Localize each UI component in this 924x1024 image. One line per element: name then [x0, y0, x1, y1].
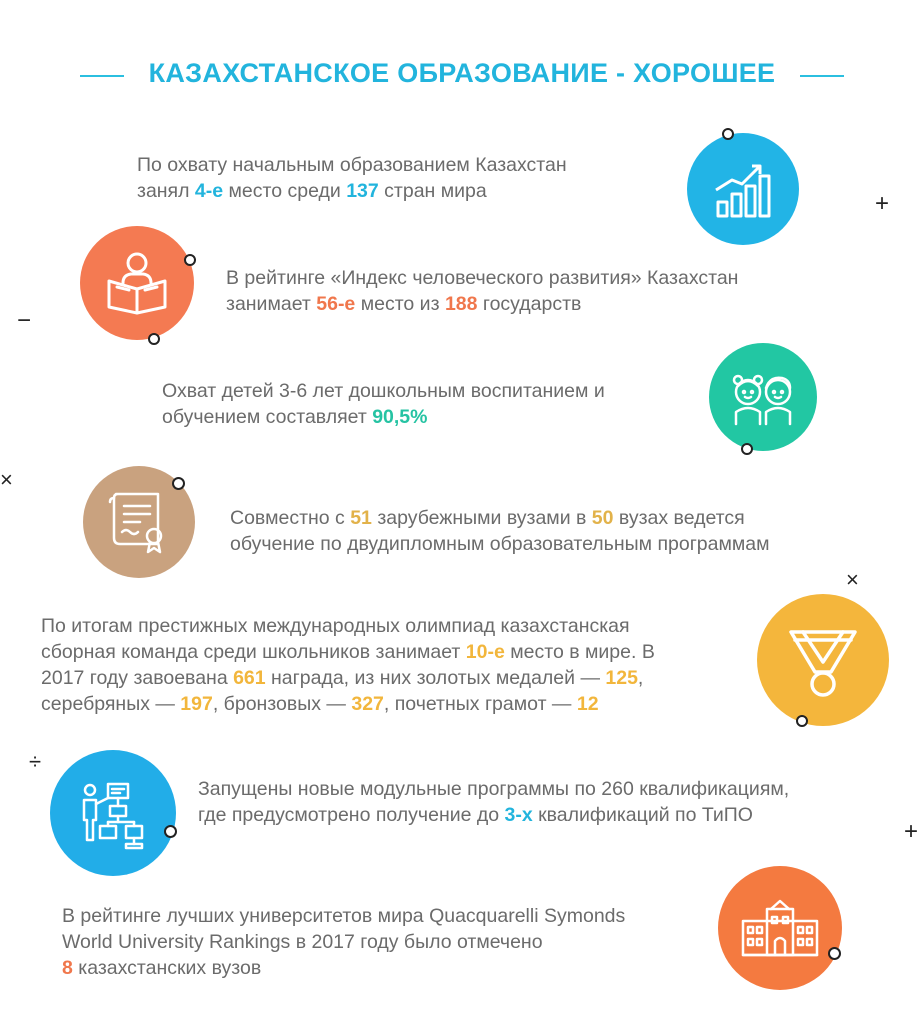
- fact-5-highlight-diplomas: 12: [576, 693, 599, 715]
- fact-5-line-3c: ,: [637, 667, 644, 689]
- fact-1-line-2a: занял: [137, 180, 195, 202]
- page-title: КАЗАХСТАНСКОЕ ОБРАЗОВАНИЕ - ХОРОШЕЕ: [148, 58, 776, 88]
- growth-chart-icon: [708, 154, 778, 224]
- fact-3-highlight-percent: 90,5%: [372, 406, 428, 428]
- fact-3-icon-circle: [709, 343, 817, 451]
- fact-5-line-4b: , бронзовых —: [212, 693, 352, 715]
- decor-dot: [722, 128, 734, 140]
- fact-7-highlight-count: 8: [62, 957, 73, 979]
- fact-6-line-2b: квалификаций по ТиПО: [532, 804, 753, 826]
- fact-4-highlight-local: 50: [591, 507, 614, 529]
- fact-1-icon-circle: [687, 133, 799, 245]
- decor-dot: [828, 947, 841, 960]
- fact-7-line-2: World University Rankings в 2017 году было отмечено: [62, 931, 543, 953]
- fact-5-line-2b: место в мире. В: [504, 641, 655, 663]
- fact-6-icon-circle: [50, 750, 176, 876]
- fact-6-line-1: Запущены новые модульные программы по 260 квалификациям,: [198, 778, 790, 800]
- fact-7-icon-circle: [718, 866, 842, 990]
- fact-4-line-1b: зарубежными вузами в: [371, 507, 592, 529]
- fact-1-highlight-count: 137: [346, 180, 379, 202]
- reader-icon: [101, 247, 173, 319]
- fact-1-text: [137, 152, 567, 204]
- fact-5-line-4c: , почетных грамот —: [383, 693, 577, 715]
- fact-6-highlight-qualifications: 3-х: [504, 804, 533, 826]
- decor-times: ×: [0, 467, 13, 492]
- fact-2-line-2a: занимает: [226, 293, 317, 315]
- fact-2-line-1: В рейтинге «Индекс человеческого развития» Казахстан: [226, 267, 739, 289]
- fact-5-highlight-gold: 125: [605, 667, 638, 689]
- header: [0, 58, 924, 98]
- decor-dot: [184, 254, 196, 266]
- fact-5-line-2a: сборная команда среди школьников занимает: [41, 641, 466, 663]
- fact-4-text: [230, 505, 770, 557]
- decor-dot: [741, 443, 753, 455]
- fact-5-line-3a: 2017 году завоевана: [41, 667, 234, 689]
- decor-minus: −: [17, 307, 32, 334]
- fact-1-highlight-rank: 4-е: [194, 180, 224, 202]
- fact-1-line-2b: место среди: [223, 180, 347, 202]
- fact-5-line-3b: награда, из них золотых медалей —: [265, 667, 606, 689]
- fact-5-icon-circle: [757, 594, 889, 726]
- diploma-icon: [106, 486, 172, 558]
- fact-5-highlight-rank: 10-е: [465, 641, 505, 663]
- title-right-line: [800, 75, 844, 77]
- fact-6-line-2a: где предусмотрено получение до: [198, 804, 505, 826]
- fact-3-line-1: Охват детей 3-6 лет дошкольным воспитанием и: [162, 380, 605, 402]
- decor-divide: ÷: [29, 749, 42, 774]
- decor-dot: [164, 825, 177, 838]
- fact-5-line-1: По итогам престижных международных олимпиад казахстанская: [41, 615, 630, 637]
- decor-dot: [796, 715, 808, 727]
- decor-dot: [148, 333, 160, 345]
- fact-3-text: [162, 378, 605, 430]
- fact-2-icon-circle: [80, 226, 194, 340]
- university-icon: [739, 897, 821, 959]
- fact-4-line-1c: вузах ведется: [613, 507, 745, 529]
- fact-5-line-4a: серебряных —: [41, 693, 181, 715]
- fact-2-highlight-count: 188: [444, 293, 478, 315]
- fact-2-line-2c: государств: [477, 293, 582, 315]
- decor-plus: +: [875, 190, 890, 217]
- fact-5-highlight-silver: 197: [180, 693, 213, 715]
- fact-2-highlight-rank: 56-е: [316, 293, 356, 315]
- fact-7-text: [62, 903, 625, 981]
- decor-dot: [172, 477, 185, 490]
- medal-icon: [781, 618, 865, 702]
- fact-6-text: [198, 776, 789, 828]
- fact-5-text: [41, 613, 655, 717]
- children-icon: [726, 362, 800, 432]
- fact-5-highlight-bronze: 327: [351, 693, 384, 715]
- fact-7-line-1: В рейтинге лучших университетов мира Quacquarelli Symonds: [62, 905, 626, 927]
- fact-4-line-1a: Совместно с: [230, 507, 351, 529]
- fact-3-line-2a: обучением составляет: [162, 406, 373, 428]
- fact-2-line-2b: место из: [355, 293, 445, 315]
- fact-5-highlight-awards: 661: [233, 667, 266, 689]
- decor-times: ×: [846, 567, 859, 592]
- decor-plus: +: [904, 818, 919, 845]
- fact-2-text: [226, 265, 738, 317]
- fact-4-line-2: обучение по двудипломным образовательным программам: [230, 533, 770, 555]
- fact-1-line-2c: стран мира: [378, 180, 487, 202]
- presentation-icon: [76, 776, 150, 850]
- fact-7-line-3: казахстанских вузов: [72, 957, 262, 979]
- fact-1-line-1: По охвату начальным образованием Казахстан: [137, 154, 567, 176]
- fact-4-highlight-foreign: 51: [350, 507, 372, 529]
